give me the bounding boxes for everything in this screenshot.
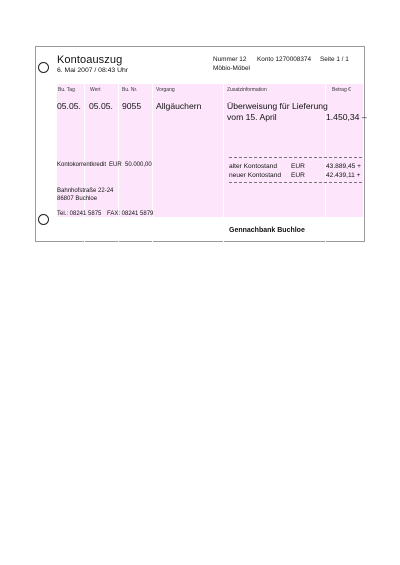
statement-date: 6. Mai 2007 / 08:43 Uhr	[57, 67, 129, 74]
transaction-amount: 1.450,34 –	[326, 112, 367, 122]
transaction-value-date: 05.05.	[89, 101, 113, 111]
bank-phone: Tel.: 08241 5875	[57, 211, 102, 217]
column-header-booking-no: Bu. Nr.	[122, 87, 138, 93]
credit-label: Kontokorrentkredit	[57, 162, 107, 168]
account-holder: Möbio-Möbel	[213, 65, 250, 72]
statement-title: Kontoauszug	[57, 54, 123, 66]
credit-currency: EUR	[109, 162, 122, 168]
column-header-amount: Betrag €	[332, 87, 351, 93]
old-balance-value: 43.889,45 +	[326, 163, 362, 170]
column-header-booking-day: Bu. Tag	[58, 87, 75, 93]
statement-footer-background	[57, 217, 363, 241]
purpose-line: vom 15. April	[227, 112, 277, 122]
column-header-value-date: Wert	[90, 87, 101, 93]
bank-street: Bahnhofstraße 22-24	[57, 188, 114, 194]
transaction-name: Allgäuchern	[156, 101, 202, 111]
balance-separator	[229, 157, 362, 158]
credit-value: 50.000,00	[125, 162, 152, 168]
transaction-purpose	[227, 101, 328, 123]
transaction-booking-no: 9055	[122, 101, 142, 111]
new-balance-label: neuer Kontostand	[229, 172, 282, 179]
account-number: Konto 1270008374	[257, 56, 312, 63]
column-header-info: Zusatzinformation	[227, 87, 267, 93]
statement-number: Nummer 12	[213, 56, 247, 63]
old-balance-currency: EUR	[291, 163, 305, 170]
purpose-line: Überweisung für Lieferung	[227, 101, 328, 111]
punch-hole-icon	[38, 214, 49, 225]
statement-header	[36, 47, 364, 84]
new-balance-value: 42.439,11 +	[326, 172, 361, 179]
punch-hole-icon	[38, 62, 49, 73]
column-divider	[152, 83, 153, 242]
bank-city: 86807 Buchloe	[57, 196, 98, 202]
balance-separator	[229, 182, 362, 183]
bank-statement	[35, 46, 365, 242]
page-indicator: Seite 1 / 1	[320, 56, 349, 63]
new-balance-currency: EUR	[291, 172, 305, 179]
column-header-transaction: Vorgang	[156, 87, 175, 93]
bank-fax: FAX: 08241 5879	[107, 211, 154, 217]
transaction-booking-day: 05.05.	[57, 101, 81, 111]
bank-name: Gennachbank Buchloe	[229, 227, 305, 234]
old-balance-label: alter Kontostand	[229, 163, 278, 170]
column-divider	[223, 83, 224, 242]
